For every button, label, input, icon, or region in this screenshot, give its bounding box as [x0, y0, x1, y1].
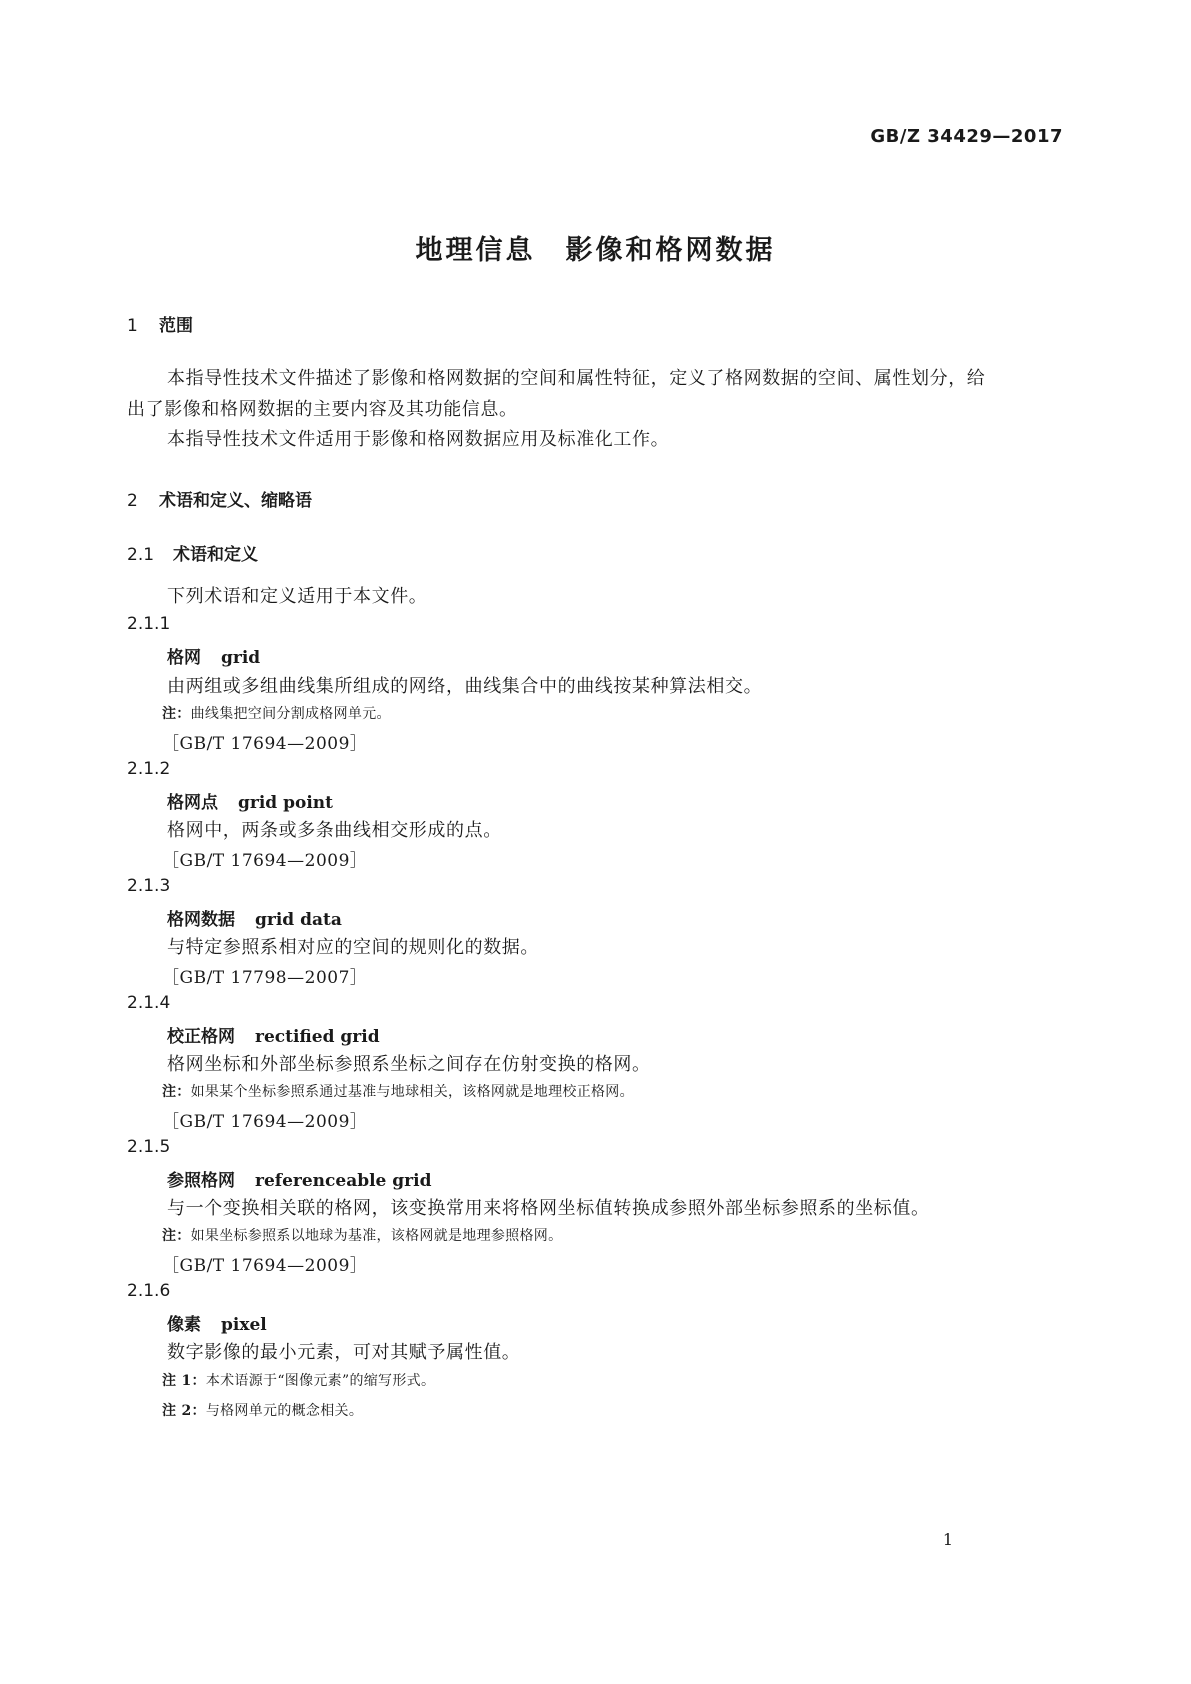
note-label: 注：	[162, 1228, 191, 1244]
section-number: 2.1	[127, 545, 155, 565]
section-number: 1	[127, 316, 138, 336]
term-name-en: grid data	[255, 910, 342, 930]
term-name	[167, 1022, 380, 1047]
section-title: 术语和定义、缩略语	[159, 491, 312, 511]
section-title: 术语和定义	[173, 545, 258, 565]
term-name-en: pixel	[221, 1315, 267, 1335]
term-name-en: grid point	[238, 793, 334, 813]
term-definition: 格网坐标和外部坐标参照系坐标之间存在仿射变换的格网。	[167, 1054, 651, 1075]
term-number: 2.1.4	[127, 993, 171, 1013]
term-name	[167, 643, 260, 668]
term-definition: 由两组或多组曲线集所组成的网络，曲线集合中的曲线按某种算法相交。	[167, 676, 763, 697]
scope-paragraph-2: 本指导性技术文件适用于影像和格网数据应用及标准化工作。	[167, 429, 670, 450]
term-name-zh: 格网点	[167, 793, 218, 813]
note-label: 注：	[162, 1084, 191, 1100]
term-number: 2.1.1	[127, 614, 171, 634]
term-name-zh: 参照格网	[167, 1171, 235, 1191]
term-note	[162, 703, 391, 723]
term-number: 2.1.6	[127, 1281, 171, 1301]
term-note	[162, 1225, 562, 1245]
page-title: 地理信息 影像和格网数据	[415, 235, 776, 266]
term-name-zh: 像素	[167, 1315, 201, 1335]
term-name-zh: 格网数据	[167, 910, 235, 930]
note-text: 如果坐标参照系以地球为基准，该格网就是地理参照格网。	[190, 1228, 563, 1244]
note-text: 如果某个坐标参照系通过基准与地球相关，该格网就是地理校正格网。	[190, 1084, 634, 1100]
page-number: 1	[942, 1530, 953, 1549]
term-name-en: referenceable grid	[255, 1171, 432, 1191]
note-text: 与格网单元的概念相关。	[205, 1403, 364, 1419]
term-number: 2.1.5	[127, 1137, 171, 1157]
term-number: 2.1.2	[127, 759, 171, 779]
term-source: ［GB/T 17694—2009］	[162, 1256, 368, 1276]
document-code: GB/Z 34429—2017	[870, 126, 1063, 147]
scope-paragraph-1: 本指导性技术文件描述了影像和格网数据的空间和属性特征，定义了格网数据的空间、属性划分，给出了影像和格网数据的主要内容及其功能信息。	[127, 368, 986, 420]
term-name	[167, 788, 333, 813]
note-label: 注 2：	[162, 1403, 206, 1419]
term-source: ［GB/T 17694—2009］	[162, 851, 368, 871]
term-source: ［GB/T 17798—2007］	[162, 968, 368, 988]
term-definition: 数字影像的最小元素，可对其赋予属性值。	[167, 1342, 521, 1363]
term-source: ［GB/T 17694—2009］	[162, 1112, 368, 1132]
term-name-en: rectified grid	[255, 1027, 380, 1047]
note-label: 注：	[162, 706, 191, 722]
term-note	[162, 1370, 435, 1390]
term-source: ［GB/T 17694—2009］	[162, 734, 368, 754]
section-1-heading	[127, 311, 193, 336]
term-definition: 与特定参照系相对应的空间的规则化的数据。	[167, 937, 539, 958]
section-2-heading	[127, 486, 312, 511]
section-number: 2	[127, 491, 138, 511]
note-text: 本术语源于“图像元素”的缩写形式。	[205, 1373, 436, 1389]
note-label: 注 1：	[162, 1373, 206, 1389]
term-name-zh: 格网	[167, 648, 201, 668]
term-number: 2.1.3	[127, 876, 171, 896]
term-note	[162, 1400, 363, 1420]
terms-intro: 下列术语和定义适用于本文件。	[167, 586, 428, 607]
term-name-zh: 校正格网	[167, 1027, 235, 1047]
section-2-1-heading	[127, 540, 258, 565]
term-name-en: grid	[221, 648, 261, 668]
note-text: 曲线集把空间分割成格网单元。	[190, 706, 391, 722]
term-note	[162, 1081, 634, 1101]
term-name	[167, 1310, 267, 1335]
section-title: 范围	[159, 316, 193, 336]
term-definition: 格网中，两条或多条曲线相交形成的点。	[167, 820, 502, 841]
term-name	[167, 1166, 431, 1191]
term-definition: 与一个变换相关联的格网，该变换常用来将格网坐标值转换成参照外部坐标参照系的坐标值。	[167, 1198, 930, 1219]
term-name	[167, 905, 342, 930]
